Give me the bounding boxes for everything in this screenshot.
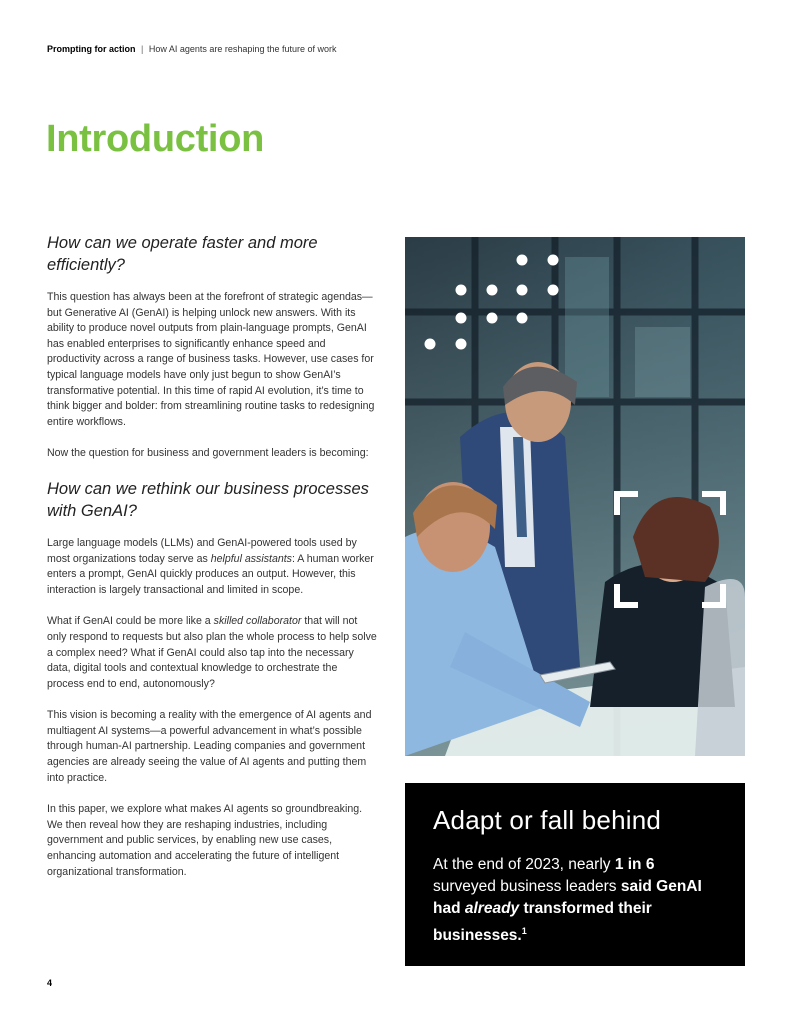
main-text-column: [47, 232, 377, 896]
office-meeting-photo: [405, 237, 745, 756]
callout-bold-text: 1 in 6: [614, 856, 655, 873]
photo-illustration: [405, 237, 745, 756]
paragraph-text: Large language models (LLMs) and GenAI-powered tools used by most organizations today serve as: [47, 536, 357, 565]
paragraph-skilled-collaborator: [47, 614, 377, 692]
paragraph-paper-overview: In this paper, we explore what makes AI agents so groundbreaking. We then reveal how they are reshaping industries, including government and public services, by enabling new use cases, enhancing automation and accelerating the future of intelligent organizational transformation.: [47, 803, 363, 878]
header-separator: |: [141, 44, 144, 54]
callout-bold-text: said GenAI had: [433, 878, 702, 917]
callout-bold-text: transformed their businesses.: [433, 900, 652, 945]
running-header: [47, 44, 336, 54]
paragraph-question-lead: Now the question for business and government leaders is becoming:: [47, 447, 369, 460]
page-title: Introduction: [46, 118, 265, 160]
paragraph-text: : A human worker enters a prompt, GenAI quickly produces an output. However, this interaction is largely transactional and limited in scope.: [47, 552, 374, 596]
emphasis-text: skilled collaborator: [213, 615, 302, 628]
callout-title: Adapt or fall behind: [433, 805, 662, 835]
emphasis-text: helpful assistants: [210, 552, 292, 565]
subheading-operate-faster: How can we operate faster and more efficiently?: [47, 234, 318, 274]
callout-box: [405, 783, 745, 966]
footnote-reference: 1: [521, 926, 527, 936]
callout-body: [433, 854, 717, 947]
callout-text: surveyed business leaders: [433, 878, 621, 895]
paragraph-llm-assistants: [47, 536, 377, 598]
paragraph-vision: This vision is becoming a reality with the emergence of AI agents and multiagent AI systems—a powerful advancement in what’s possible through human-AI partnership. Leading companies and government agencies are already seeing the value of AI agents and putting them into practice.: [47, 709, 372, 784]
subheading-rethink-processes: How can we rethink our business processes with GenAI?: [47, 479, 369, 520]
paragraph-text: What if GenAI could be more like a: [47, 615, 214, 628]
callout-text: At the end of 2023, nearly: [433, 856, 615, 873]
header-section-title: Prompting for action: [47, 44, 136, 54]
paragraph-text: that will not only respond to requests but also plan the whole process to help solve a complex need? What if GenAI could also tap into the necessary data, digital tools and contextual knowledge to orchestrate the process end to end, autonomously?: [47, 615, 377, 690]
header-subtitle: How AI agents are reshaping the future of work: [148, 44, 337, 54]
paragraph-intro: This question has always been at the forefront of strategic agendas—but Generative AI (GenAI) is helping unlock new answers. With its ability to produce novel outputs from plain-language prompts, GenAI has enabled enterprises to significantly enhance speed and productivity across a range of business tasks. However, use cases for typical language models have only just begun to show GenAI’s transformative potential. In this time of rapid AI evolution, it’s time to think bigger and bolder: from streamlining routine tasks to redesigning entire workflows.: [47, 291, 375, 428]
callout-emphasis-text: already: [464, 900, 520, 917]
page-number: 4: [47, 978, 53, 988]
